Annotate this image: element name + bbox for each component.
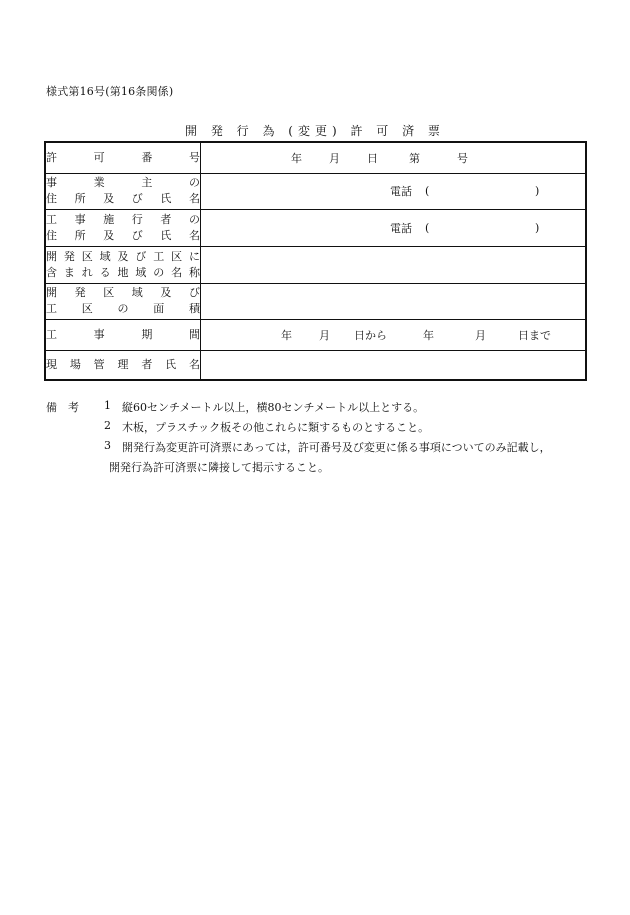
label-char: 行 xyxy=(131,212,143,226)
value-work-period xyxy=(201,319,587,350)
row-site-manager xyxy=(45,350,586,380)
developer-phone-close: ) xyxy=(535,184,540,198)
label-char: ま xyxy=(63,265,75,279)
note-2-text: 木板，プラスチック板その他これらに類するものとすること。 xyxy=(122,421,430,434)
label-char: の xyxy=(188,176,200,189)
label-developer xyxy=(45,173,201,209)
label-line xyxy=(46,301,200,317)
note-2-number: 2 xyxy=(104,419,111,432)
permit-dai: 第 xyxy=(409,151,420,165)
form-number: 様式第16号(第16条関係) xyxy=(46,85,174,98)
label-char: 住 xyxy=(46,192,57,205)
developer-phone-open: ( xyxy=(425,184,430,198)
label-line xyxy=(46,191,200,207)
document-title: 開 発 行 為 (変更) 許 可 済 票 xyxy=(185,124,445,138)
note-1-text: 縦60センチメートル以上，横80センチメートル以上とする。 xyxy=(122,401,425,414)
row-work-period xyxy=(45,319,586,350)
label-char: 間 xyxy=(188,327,200,341)
label-char: 工 xyxy=(46,302,57,315)
label-line xyxy=(46,249,200,265)
label-char: び xyxy=(188,286,200,299)
note-3-text: 開発行為変更許可済票にあっては，許可番号及び変更に係る事項についてのみ記載し， xyxy=(122,441,551,454)
period-from: 日から xyxy=(354,328,387,342)
period-year-start: 年 xyxy=(281,328,292,342)
label-area-names xyxy=(45,246,201,283)
label-char: 工 xyxy=(46,327,57,341)
label-char: の xyxy=(117,302,129,315)
label-char: 開 xyxy=(46,286,57,299)
value-permit-number xyxy=(201,142,587,173)
row-permit-number xyxy=(45,142,586,173)
permit-day: 日 xyxy=(367,151,378,165)
row-developer xyxy=(45,173,586,209)
period-month-start: 月 xyxy=(319,328,330,342)
label-line xyxy=(46,285,200,301)
label-char: 域 xyxy=(131,286,143,299)
label-char: 区 xyxy=(103,286,115,299)
contractor-phone-label: 電話 xyxy=(390,221,412,235)
label-char: 区 xyxy=(81,249,93,263)
label-char: 名 xyxy=(171,265,183,279)
label-char: 地 xyxy=(117,265,129,279)
value-area-size xyxy=(201,283,587,319)
label-line xyxy=(46,327,200,343)
period-until: 日まで xyxy=(518,328,551,342)
label-char: 氏 xyxy=(165,357,177,371)
label-char: 事 xyxy=(93,327,105,341)
label-char: 氏 xyxy=(160,192,172,205)
label-char: 住 xyxy=(46,228,57,242)
label-char: 主 xyxy=(141,176,153,189)
label-char: 区 xyxy=(81,302,93,315)
label-line xyxy=(46,175,200,191)
label-char: 及 xyxy=(103,228,115,242)
label-work-period xyxy=(45,319,201,350)
label-char: 名 xyxy=(188,228,200,242)
developer-phone-label: 電話 xyxy=(390,185,412,198)
label-char: 管 xyxy=(93,357,105,371)
label-char: 称 xyxy=(189,265,200,279)
label-char: る xyxy=(99,265,111,279)
label-char: 現 xyxy=(46,357,57,371)
value-site-manager xyxy=(201,350,587,380)
permit-year: 年 xyxy=(291,151,302,165)
label-char: 事 xyxy=(46,176,57,189)
label-contractor xyxy=(45,209,201,246)
notes-heading: 備 考 xyxy=(46,401,79,414)
label-char: 可 xyxy=(93,150,105,164)
label-char: び xyxy=(135,249,147,263)
label-line xyxy=(46,265,200,281)
label-char: 域 xyxy=(135,265,147,279)
label-char: 発 xyxy=(63,249,75,263)
label-char: に xyxy=(189,249,200,263)
label-char: 事 xyxy=(74,212,86,226)
label-char: 面 xyxy=(153,302,165,315)
label-char: 名 xyxy=(188,357,200,371)
label-char: 者 xyxy=(141,357,153,371)
value-area-names xyxy=(201,246,587,283)
note-3-number: 3 xyxy=(104,439,111,452)
value-developer xyxy=(201,173,587,209)
label-char: 域 xyxy=(99,249,111,263)
row-contractor xyxy=(45,209,586,246)
permit-table xyxy=(44,141,587,381)
label-char: 所 xyxy=(74,192,86,205)
label-char: 名 xyxy=(188,192,200,205)
label-char: 所 xyxy=(74,228,86,242)
label-char: 理 xyxy=(117,357,129,371)
label-char: 番 xyxy=(141,150,153,164)
row-area-size xyxy=(45,283,586,319)
label-char: 区 xyxy=(171,249,183,263)
label-char: 許 xyxy=(46,150,57,164)
contractor-phone-close: ) xyxy=(535,221,540,234)
row-area-names xyxy=(45,246,586,283)
label-char: 積 xyxy=(189,302,200,315)
label-char: の xyxy=(153,265,165,279)
label-char: 発 xyxy=(74,286,86,299)
label-char: 工 xyxy=(46,212,57,226)
label-site-manager xyxy=(45,350,201,380)
label-char: の xyxy=(188,212,200,226)
value-contractor xyxy=(201,209,587,246)
label-char: 及 xyxy=(117,249,129,263)
label-char: 号 xyxy=(188,150,200,164)
label-char: 期 xyxy=(141,327,153,341)
permit-go: 号 xyxy=(457,151,468,165)
label-line xyxy=(46,150,200,166)
permit-month: 月 xyxy=(329,151,340,165)
label-line xyxy=(46,228,200,244)
label-char: 者 xyxy=(160,212,172,226)
period-year-end: 年 xyxy=(423,328,434,342)
label-char: 開 xyxy=(46,249,57,263)
label-char: 場 xyxy=(69,357,81,371)
label-line xyxy=(46,357,200,373)
label-char: 施 xyxy=(103,212,115,226)
label-permit-number xyxy=(45,142,201,173)
period-month-end: 月 xyxy=(475,328,486,342)
label-char: 含 xyxy=(46,265,57,279)
label-char: 及 xyxy=(103,192,115,205)
label-char: 業 xyxy=(93,176,105,189)
label-char: れ xyxy=(81,265,93,279)
label-char: び xyxy=(131,192,143,205)
label-area-size xyxy=(45,283,201,319)
note-3-continuation: 開発行為許可済票に隣接して掲示すること。 xyxy=(109,461,329,474)
contractor-phone-open: ( xyxy=(425,221,430,234)
label-char: び xyxy=(131,228,143,242)
label-char: 氏 xyxy=(160,228,172,242)
label-line xyxy=(46,212,200,228)
note-1-number: 1 xyxy=(104,399,111,412)
label-char: 及 xyxy=(160,286,172,299)
label-char: 工 xyxy=(153,249,165,263)
